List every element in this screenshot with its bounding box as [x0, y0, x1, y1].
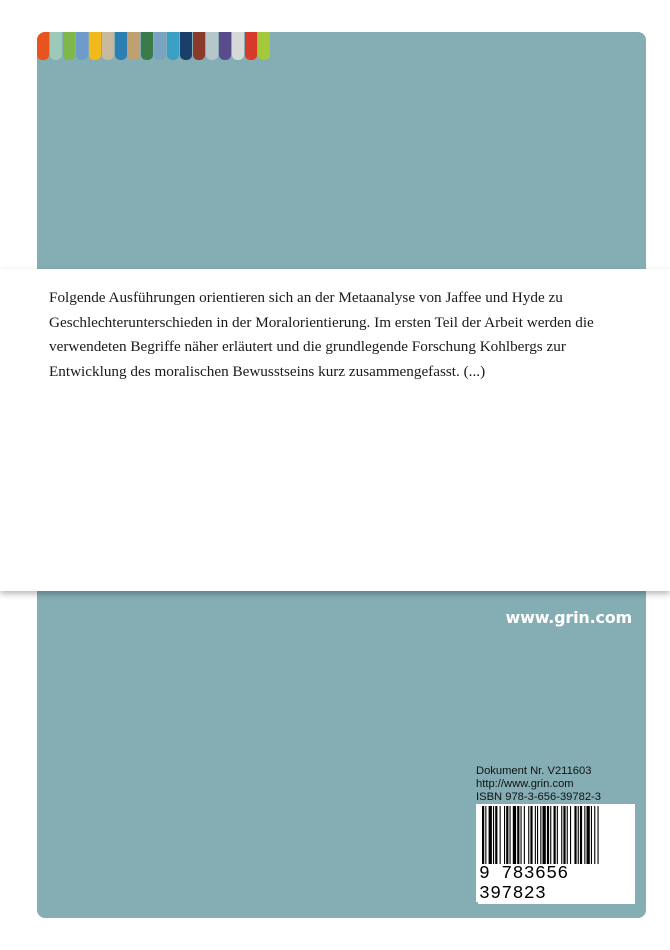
color-stripe — [37, 32, 49, 60]
color-stripe — [167, 32, 179, 60]
book-description: Folgende Ausführungen orientieren sich an der Metaanalyse von Jaffee und Hyde zu Geschlechterunterschieden in der Moralorientierung. Im ersten Teil der Arbeit werden die verwendeten Begriffe näher erläutert und die grundlegende Forschung Kohlbergs zur Entwicklung des moralischen Bewusstseins kurz zusammengefasst. (...) — [49, 289, 594, 381]
barcode — [476, 804, 635, 902]
color-stripes — [37, 32, 271, 60]
color-stripe — [245, 32, 257, 60]
document-number: Dokument Nr. V211603 — [476, 765, 592, 777]
color-stripe — [180, 32, 192, 60]
publisher-url: www.grin.com — [505, 608, 632, 627]
document-info — [476, 765, 601, 804]
color-stripe — [219, 32, 231, 60]
description-panel — [0, 269, 670, 591]
color-stripe — [141, 32, 153, 60]
color-stripe — [89, 32, 101, 60]
isbn: ISBN 978-3-656-39782-3 — [476, 791, 602, 803]
color-stripe — [76, 32, 88, 60]
cover-bottom-panel — [37, 591, 646, 918]
color-stripe — [128, 32, 140, 60]
color-stripe — [102, 32, 114, 60]
cover-top-panel — [37, 32, 646, 269]
barcode-digits: 9 783656 397823 — [478, 864, 635, 904]
color-stripe — [258, 32, 270, 60]
document-url: http://www.grin.com — [476, 778, 574, 790]
color-stripe — [206, 32, 218, 60]
color-stripe — [193, 32, 205, 60]
color-stripe — [154, 32, 166, 60]
color-stripe — [232, 32, 244, 60]
color-stripe — [63, 32, 75, 60]
color-stripe — [50, 32, 62, 60]
color-stripe — [115, 32, 127, 60]
